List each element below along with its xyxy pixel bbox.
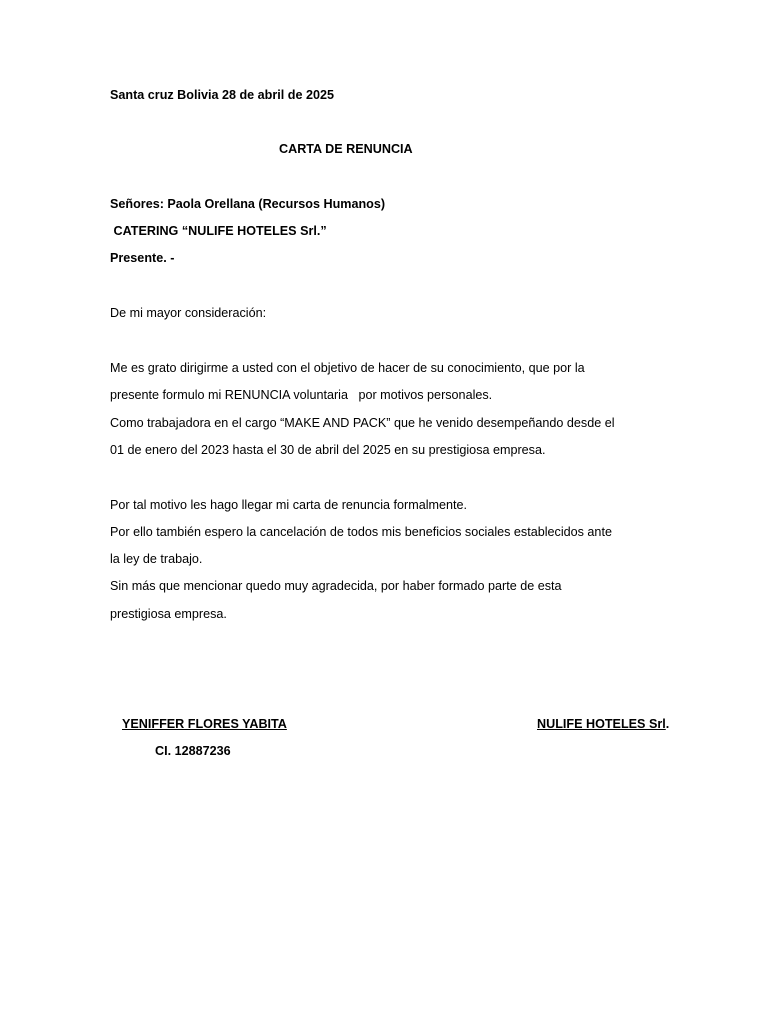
letter-date: Santa cruz Bolivia 28 de abril de 2025 [110, 88, 334, 102]
body-line: Me es grato dirigirme a usted con el objetivo de hacer de su conocimiento, que por la [110, 361, 585, 375]
body-line: 01 de enero del 2023 hasta el 30 de abril del 2025 en su prestigiosa empresa. [110, 443, 546, 457]
body-line: prestigiosa empresa. [110, 607, 227, 621]
signature-left-name: YENIFFER FLORES YABITA [122, 717, 287, 731]
body-line: Sin más que mencionar quedo muy agradecida, por haber formado parte de esta [110, 579, 562, 593]
recipient-line-3: Presente. - [110, 251, 175, 265]
body-line: Como trabajadora en el cargo “MAKE AND PACK” que he venido desempeñando desde el [110, 416, 615, 430]
recipient-line-1: Señores: Paola Orellana (Recursos Humanos) [110, 197, 386, 211]
body-line: presente formulo mi RENUNCIA voluntaria por motivos personales. [110, 388, 493, 402]
signature-left-id: CI. 12887236 [155, 744, 231, 758]
signature-right [537, 716, 669, 732]
body-line: la ley de trabajo. [110, 552, 203, 566]
salutation: De mi mayor consideración: [110, 306, 267, 320]
recipient-line-2: CATERING “NULIFE HOTELES Srl.” [110, 224, 327, 238]
body-line: Por tal motivo les hago llegar mi carta de renuncia formalmente. [110, 498, 467, 512]
signature-right-company: NULIFE HOTELES Srl [537, 717, 666, 731]
signature-right-period: . [665, 717, 670, 731]
body-line: Por ello también espero la cancelación de todos mis beneficios sociales establecidos ante [110, 525, 612, 539]
letter-title: CARTA DE RENUNCIA [279, 142, 413, 156]
